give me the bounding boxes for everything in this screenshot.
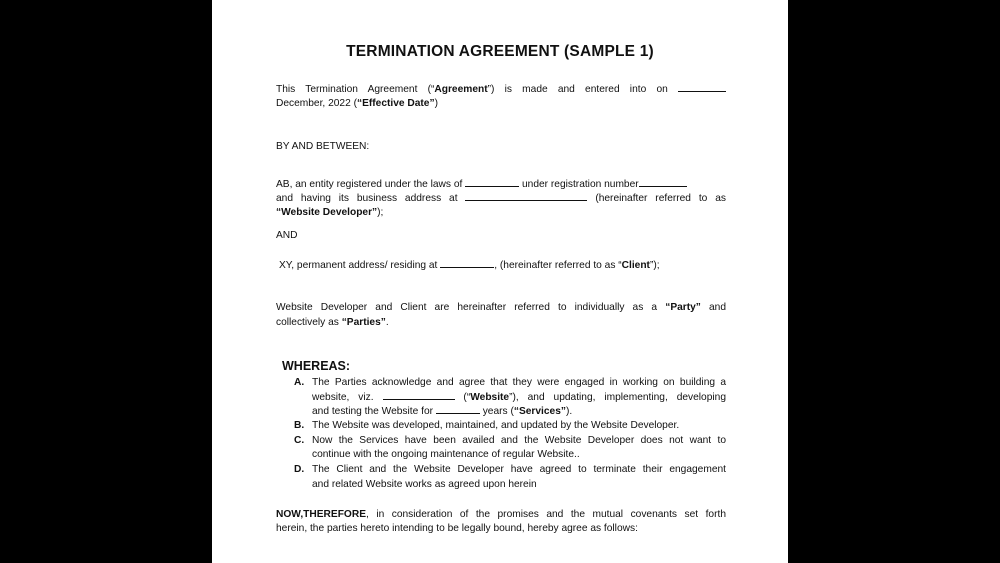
now-therefore-term: NOW,THEREFORE bbox=[276, 509, 366, 520]
by-and-between: BY AND BETWEEN: bbox=[276, 141, 370, 152]
website-developer-term: “Website Developer” bbox=[276, 207, 378, 218]
whereas-c-line-2: continue with the ongoing maintenance of regular Website.. bbox=[312, 449, 580, 460]
residence-blank bbox=[440, 258, 494, 268]
whereas-a-line-2: website, viz. (“Website”), and updating, implementing, developing bbox=[312, 392, 726, 403]
party-ab-line-1: AB, an entity registered under the laws of under registration number bbox=[276, 177, 728, 193]
whereas-label-b: B. bbox=[294, 420, 305, 431]
whereas-a-line-3: and testing the Website for years (“Services”). bbox=[312, 406, 573, 417]
date-blank bbox=[678, 82, 726, 92]
laws-blank bbox=[465, 177, 519, 187]
whereas-d-line-1: The Client and the Website Developer have agreed to terminate their engagement bbox=[312, 464, 726, 475]
whereas-label-a: A. bbox=[294, 377, 305, 388]
document-page bbox=[212, 0, 788, 563]
intro-line-2: December, 2022 (“Effective Date”) bbox=[276, 98, 438, 109]
website-term: Website bbox=[470, 392, 510, 403]
party-xy-line: XY, permanent address/ residing at , (hereinafter referred to as “Client”); bbox=[279, 260, 660, 271]
now-therefore-line-2: herein, the parties hereto intending to be legally bound, hereby agree as follows: bbox=[276, 523, 638, 534]
parties-line-1: Website Developer and Client are hereinafter referred to individually as a “Party” and bbox=[276, 302, 727, 313]
and-label: AND bbox=[276, 230, 298, 241]
whereas-b-line-1: The Website was developed, maintained, and updated by the Website Developer. bbox=[312, 420, 680, 431]
whereas-c-line-1: Now the Services have been availed and the Website Developer does not want to bbox=[312, 435, 726, 446]
parties-term: “Parties” bbox=[341, 317, 386, 328]
whereas-a-line-1: The Parties acknowledge and agree that they were engaged in working on building a bbox=[312, 377, 726, 388]
party-ab-line-3: “Website Developer”); bbox=[276, 207, 384, 218]
whereas-d-line-2: and related Website works as agreed upon herein bbox=[312, 479, 537, 490]
address-blank bbox=[465, 191, 587, 201]
years-blank bbox=[436, 404, 480, 414]
effective-date-term: “Effective Date” bbox=[356, 98, 435, 109]
document-title: TERMINATION AGREEMENT (SAMPLE 1) bbox=[346, 43, 654, 60]
party-ab-line-2: and having its business address at (hereinafter referred to as bbox=[276, 193, 726, 204]
intro-line-1: This Termination Agreement (“Agreement”) is made and entered into on bbox=[276, 82, 726, 98]
registration-blank bbox=[639, 177, 687, 187]
whereas-heading: WHEREAS: bbox=[282, 359, 351, 373]
whereas-label-d: D. bbox=[294, 464, 305, 475]
parties-line-2: collectively as “Parties”. bbox=[276, 317, 389, 328]
whereas-label-c: C. bbox=[294, 435, 305, 446]
website-name-blank bbox=[383, 390, 455, 400]
agreement-term: Agreement bbox=[434, 84, 488, 95]
client-term: Client bbox=[621, 260, 650, 271]
now-therefore-line-1: NOW,THEREFORE, in consideration of the promises and the mutual covenants set forth bbox=[276, 509, 726, 520]
services-term: “Services” bbox=[513, 406, 566, 417]
party-term: “Party” bbox=[665, 302, 701, 313]
